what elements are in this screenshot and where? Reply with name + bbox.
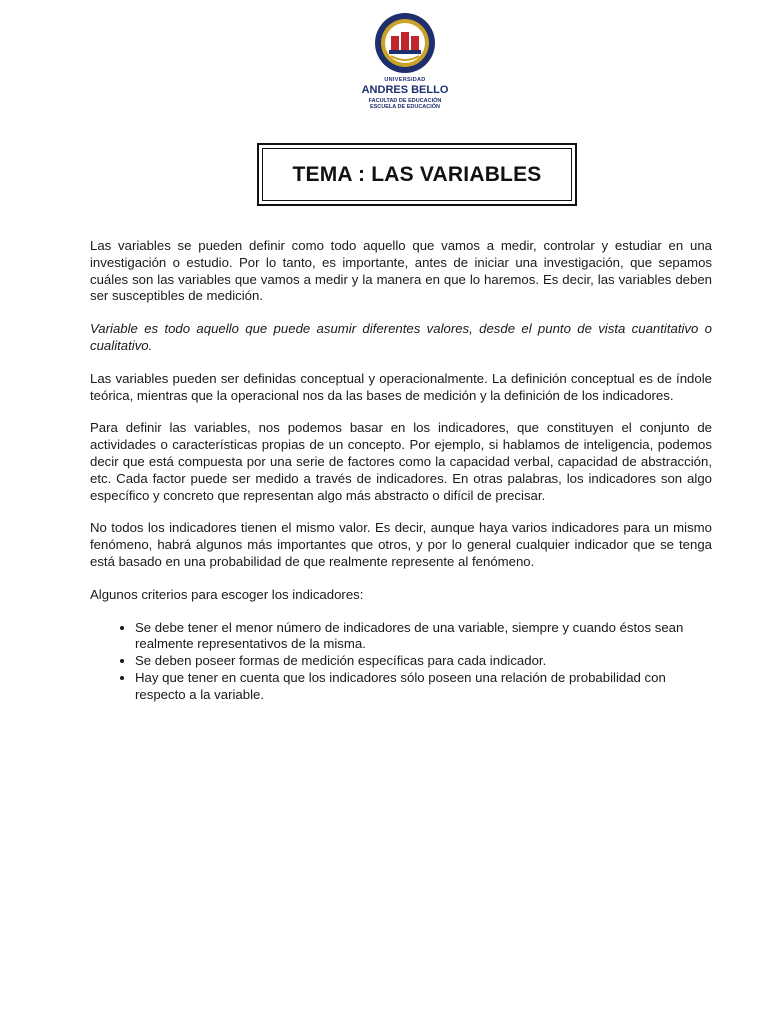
list-item: • Se debe tener el menor número de indicadores de una variable, siempre y cuando éstos sean realmente representativos de la misma. (135, 620, 712, 654)
paragraph-indicator-value: No todos los indicadores tienen el mismo valor. Es decir, aunque haya varios indicadores para un mismo fenómeno, habrá algunos más importantes que otros, y por lo general cualquier indicador que se tenga está basado en una probabilidad de que realmente represente al fenómeno. (90, 520, 712, 569)
list-item: • Hay que tener en cuenta que los indicadores sólo poseen una relación de probabilidad con respecto a la variable. (135, 670, 712, 704)
document-body (90, 238, 712, 704)
logo-faculty: FACULTAD DE EDUCACIÓN (368, 98, 442, 105)
paragraph-variable-definition: Variable es todo aquello que puede asumir diferentes valores, desde el punto de vista cuantitativo o cualitativo. (90, 321, 712, 353)
title-box (257, 143, 577, 206)
logo-university-label: UNIVERSIDAD (384, 77, 426, 83)
university-logo (355, 12, 455, 120)
university-seal-icon (374, 12, 436, 74)
logo-school: ESCUELA DE EDUCACIÓN (369, 104, 441, 111)
page-title: TEMA : LAS VARIABLES (292, 162, 542, 186)
paragraph-criteria-intro: Algunos criterios para escoger los indicadores: (90, 586, 364, 602)
list-item: • Se deben poseer formas de medición específicas para cada indicador. (135, 653, 712, 670)
criteria-list (90, 620, 712, 704)
paragraph-indicators: Para definir las variables, nos podemos basar en los indicadores, que constituyen el conjunto de actividades o características propias de un concepto. Por ejemplo, si hablamos de inteligencia, podemos decir que está compuesta por una serie de factores como la capacidad verbal, capacidad de abstracción, etc. Cada factor puede ser medido a través de indicadores. En otras palabras, los indicadores son algo específico y concreto que representan algo más abstracto o difícil de precisar. (90, 420, 712, 503)
logo-university-name: ANDRES BELLO (361, 84, 449, 97)
title-box-inner (262, 148, 572, 201)
paragraph-definition: Las variables se pueden definir como todo aquello que vamos a medir, controlar y estudiar en una investigación o estudio. Por lo tanto, es importante, antes de iniciar una investigación, que sepamos cuáles son las variables que vamos a medir y la manera en que lo haremos. Es decir, las variables deben ser susceptibles de medición. (90, 238, 712, 304)
paragraph-conceptual-operational: Las variables pueden ser definidas conceptual y operacionalmente. La definición conceptual es de índole teórica, mientras que la operacional nos da las bases de medición y la definición de los indicadores. (90, 370, 712, 403)
